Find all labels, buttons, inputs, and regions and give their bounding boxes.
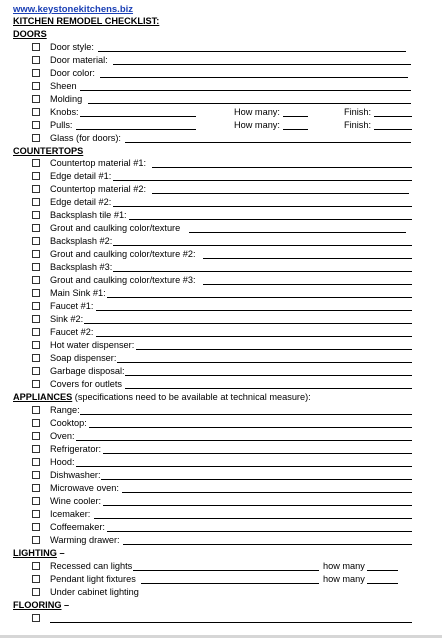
checkbox[interactable] bbox=[32, 134, 40, 142]
appliances-heading: APPLIANCES (specifications need to be available at technical measure): bbox=[13, 392, 311, 402]
checkbox[interactable] bbox=[32, 536, 40, 544]
how-many-label: How many: bbox=[234, 107, 280, 117]
fill-line[interactable] bbox=[203, 284, 412, 285]
fill-line[interactable] bbox=[94, 518, 412, 519]
checkbox[interactable] bbox=[32, 562, 40, 570]
item-label: Countertop material #2: bbox=[50, 184, 147, 194]
fill-line[interactable] bbox=[89, 427, 412, 428]
checklist-row-flooring bbox=[0, 613, 442, 626]
item-label: Range: bbox=[50, 405, 80, 415]
checkbox[interactable] bbox=[32, 224, 40, 232]
checklist-row-hot-water bbox=[0, 340, 442, 353]
checklist-row-hood bbox=[0, 457, 442, 470]
fill-line[interactable] bbox=[76, 466, 412, 467]
item-label: Oven: bbox=[50, 431, 75, 441]
doors-heading: DOORS bbox=[13, 29, 47, 39]
checklist-row-door-material bbox=[0, 55, 442, 68]
item-label: Sink #2: bbox=[50, 314, 84, 324]
document-title: KITCHEN REMODEL CHECKLIST: bbox=[13, 16, 160, 26]
item-label: Edge detail #2: bbox=[50, 197, 112, 207]
checkbox[interactable] bbox=[32, 523, 40, 531]
checklist-row-faucet-1 bbox=[0, 301, 442, 314]
checklist-row-pulls bbox=[0, 120, 442, 133]
checklist-row-sink-2 bbox=[0, 314, 442, 327]
fill-line[interactable] bbox=[80, 116, 196, 117]
item-label: Dishwasher: bbox=[50, 470, 101, 480]
checklist-row-under-cabinet bbox=[0, 587, 442, 600]
fill-line[interactable] bbox=[152, 193, 409, 194]
checkbox[interactable] bbox=[32, 328, 40, 336]
item-label: Refrigerator: bbox=[50, 444, 102, 454]
checklist-row-faucet-2 bbox=[0, 327, 442, 340]
checklist-row-dishwasher bbox=[0, 470, 442, 483]
checkbox[interactable] bbox=[32, 315, 40, 323]
fill-line[interactable] bbox=[113, 271, 412, 272]
finish-line[interactable] bbox=[374, 129, 412, 130]
item-label: Microwave oven: bbox=[50, 483, 119, 493]
checklist-row-wine-cooler bbox=[0, 496, 442, 509]
item-label: Wine cooler: bbox=[50, 496, 102, 506]
checkbox[interactable] bbox=[32, 432, 40, 440]
checkbox[interactable] bbox=[32, 419, 40, 427]
item-label: Icemaker: bbox=[50, 509, 91, 519]
checkbox[interactable] bbox=[32, 471, 40, 479]
checklist-row-oven bbox=[0, 431, 442, 444]
checklist-row-outlet-covers bbox=[0, 379, 442, 392]
checklist-row-edge-1 bbox=[0, 171, 442, 184]
website-link[interactable]: www.keystonekitchens.biz bbox=[13, 4, 134, 15]
how-many-label: how many bbox=[323, 574, 365, 584]
fill-line[interactable] bbox=[203, 258, 412, 259]
checkbox[interactable] bbox=[32, 121, 40, 129]
checklist-row-glass bbox=[0, 133, 442, 146]
how-many-label: how many bbox=[323, 561, 365, 571]
checklist-row-backsplash-2 bbox=[0, 236, 442, 249]
fill-line[interactable] bbox=[76, 440, 412, 441]
item-label: Faucet #2: bbox=[50, 327, 94, 337]
how-many-line[interactable] bbox=[283, 129, 308, 130]
flooring-heading: FLOORING – bbox=[13, 600, 70, 610]
checklist-row-coffeemaker bbox=[0, 522, 442, 535]
fill-line[interactable] bbox=[107, 297, 412, 298]
checklist-row-main-sink bbox=[0, 288, 442, 301]
item-label: Warming drawer: bbox=[50, 535, 120, 545]
item-label: Door color: bbox=[50, 68, 95, 78]
how-many-line[interactable] bbox=[283, 116, 308, 117]
finish-label: Finish: bbox=[344, 120, 372, 130]
finish-line[interactable] bbox=[374, 116, 412, 117]
item-label: Garbage disposal: bbox=[50, 366, 125, 376]
item-label: Grout and caulking color/texture #2: bbox=[50, 249, 196, 259]
checklist-row-backsplash-3 bbox=[0, 262, 442, 275]
fill-line[interactable] bbox=[141, 583, 319, 584]
checkbox[interactable] bbox=[32, 69, 40, 77]
fill-line[interactable] bbox=[80, 90, 411, 91]
checkbox[interactable] bbox=[32, 497, 40, 505]
item-label: Edge detail #1: bbox=[50, 171, 112, 181]
checklist-row-range bbox=[0, 405, 442, 418]
fill-line[interactable] bbox=[103, 505, 412, 506]
checkbox[interactable] bbox=[32, 289, 40, 297]
fill-line[interactable] bbox=[96, 310, 412, 311]
fill-line[interactable] bbox=[125, 375, 412, 376]
fill-line[interactable] bbox=[50, 622, 412, 623]
checklist-row-grout-3 bbox=[0, 275, 442, 288]
checkbox[interactable] bbox=[32, 458, 40, 466]
fill-line[interactable] bbox=[189, 232, 406, 233]
checkbox[interactable] bbox=[32, 43, 40, 51]
checkbox[interactable] bbox=[32, 406, 40, 414]
item-label: Molding bbox=[50, 94, 83, 104]
checklist-row-grout-2 bbox=[0, 249, 442, 262]
item-label: Knobs: bbox=[50, 107, 79, 117]
checkbox[interactable] bbox=[32, 276, 40, 284]
fill-line[interactable] bbox=[113, 64, 411, 65]
item-label: Door style: bbox=[50, 42, 94, 52]
checklist-row-door-color bbox=[0, 68, 442, 81]
item-label: Backsplash #3: bbox=[50, 262, 113, 272]
how-many-line[interactable] bbox=[367, 570, 398, 571]
item-label: Grout and caulking color/texture #3: bbox=[50, 275, 196, 285]
item-label: Under cabinet lighting bbox=[50, 587, 139, 597]
item-label: Covers for outlets bbox=[50, 379, 122, 389]
fill-line[interactable] bbox=[107, 531, 412, 532]
fill-line[interactable] bbox=[136, 349, 412, 350]
checklist-row-refrigerator bbox=[0, 444, 442, 457]
fill-line[interactable] bbox=[113, 206, 412, 207]
checklist-row-recessed-lights bbox=[0, 561, 442, 574]
checkbox[interactable] bbox=[32, 367, 40, 375]
checklist-row-microwave bbox=[0, 483, 442, 496]
fill-line[interactable] bbox=[100, 77, 408, 78]
item-label: Backsplash tile #1: bbox=[50, 210, 127, 220]
item-label: Backsplash #2: bbox=[50, 236, 113, 246]
fill-line[interactable] bbox=[125, 388, 412, 389]
checkbox[interactable] bbox=[32, 198, 40, 206]
fill-line[interactable] bbox=[88, 103, 411, 104]
checkbox[interactable] bbox=[32, 614, 40, 622]
item-label: Soap dispenser: bbox=[50, 353, 117, 363]
checkbox[interactable] bbox=[32, 56, 40, 64]
checklist-row-backsplash-1 bbox=[0, 210, 442, 223]
checkbox[interactable] bbox=[32, 445, 40, 453]
item-label: Glass (for doors): bbox=[50, 133, 121, 143]
checkbox[interactable] bbox=[32, 185, 40, 193]
how-many-line[interactable] bbox=[367, 583, 398, 584]
fill-line[interactable] bbox=[125, 142, 411, 143]
finish-label: Finish: bbox=[344, 107, 372, 117]
checkbox[interactable] bbox=[32, 159, 40, 167]
checklist-row-soap bbox=[0, 353, 442, 366]
fill-line[interactable] bbox=[84, 323, 412, 324]
item-label: Faucet #1: bbox=[50, 301, 94, 311]
fill-line[interactable] bbox=[117, 362, 412, 363]
checkbox[interactable] bbox=[32, 302, 40, 310]
fill-line[interactable] bbox=[96, 336, 412, 337]
checklist-row-door-style bbox=[0, 42, 442, 55]
fill-line[interactable] bbox=[76, 129, 196, 130]
checklist-row-cooktop bbox=[0, 418, 442, 431]
checkbox[interactable] bbox=[32, 380, 40, 388]
checklist-row-garbage-disposal bbox=[0, 366, 442, 379]
item-label: Sheen bbox=[50, 81, 77, 91]
checkbox[interactable] bbox=[32, 354, 40, 362]
checklist-row-knobs bbox=[0, 107, 442, 120]
checklist-row-warming-drawer bbox=[0, 535, 442, 548]
countertops-heading: COUNTERTOPS bbox=[13, 146, 84, 156]
checkbox[interactable] bbox=[32, 237, 40, 245]
checkbox[interactable] bbox=[32, 484, 40, 492]
checkbox[interactable] bbox=[32, 172, 40, 180]
checklist-row-grout-1 bbox=[0, 223, 442, 236]
fill-line[interactable] bbox=[113, 180, 412, 181]
item-label: Cooktop: bbox=[50, 418, 87, 428]
checklist-row-icemaker bbox=[0, 509, 442, 522]
fill-line[interactable] bbox=[113, 245, 412, 246]
how-many-label: How many: bbox=[234, 120, 280, 130]
checklist-row-sheen bbox=[0, 81, 442, 94]
checklist-row-countertop-1 bbox=[0, 158, 442, 171]
fill-line[interactable] bbox=[80, 414, 412, 415]
fill-line[interactable] bbox=[103, 453, 412, 454]
item-label: Coffeemaker: bbox=[50, 522, 105, 532]
checkbox[interactable] bbox=[32, 510, 40, 518]
item-label: Pulls: bbox=[50, 120, 73, 130]
checkbox[interactable] bbox=[32, 341, 40, 349]
fill-line[interactable] bbox=[133, 570, 319, 571]
item-label: Pendant light fixtures bbox=[50, 574, 136, 584]
item-label: Grout and caulking color/texture bbox=[50, 223, 181, 233]
checkbox[interactable] bbox=[32, 588, 40, 596]
checklist-row-edge-2 bbox=[0, 197, 442, 210]
checkbox[interactable] bbox=[32, 108, 40, 116]
checkbox[interactable] bbox=[32, 82, 40, 90]
checkbox[interactable] bbox=[32, 95, 40, 103]
fill-line[interactable] bbox=[123, 544, 412, 545]
checkbox[interactable] bbox=[32, 250, 40, 258]
item-label: Countertop material #1: bbox=[50, 158, 147, 168]
fill-line[interactable] bbox=[98, 51, 406, 52]
lighting-heading: LIGHTING – bbox=[13, 548, 65, 558]
checklist-row-molding bbox=[0, 94, 442, 107]
item-label: Recessed can lights bbox=[50, 561, 133, 571]
fill-line[interactable] bbox=[122, 492, 412, 493]
fill-line[interactable] bbox=[152, 167, 412, 168]
item-label: Hood: bbox=[50, 457, 75, 467]
item-label: Hot water dispenser: bbox=[50, 340, 135, 350]
item-label: Main Sink #1: bbox=[50, 288, 106, 298]
checklist-row-countertop-2 bbox=[0, 184, 442, 197]
item-label: Door material: bbox=[50, 55, 108, 65]
fill-line[interactable] bbox=[101, 479, 412, 480]
checkbox[interactable] bbox=[32, 263, 40, 271]
fill-line[interactable] bbox=[129, 219, 412, 220]
checklist-row-pendant-lights bbox=[0, 574, 442, 587]
checkbox[interactable] bbox=[32, 211, 40, 219]
checkbox[interactable] bbox=[32, 575, 40, 583]
